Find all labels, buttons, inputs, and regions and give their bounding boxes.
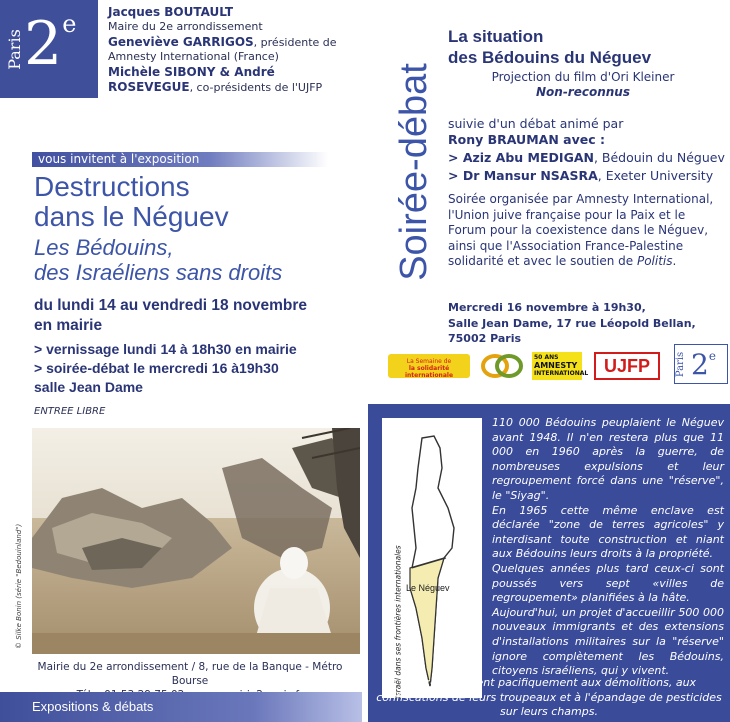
event-date-place: Mercredi 16 novembre à 19h30, Salle Jean Dame, 17 rue Léopold Bellan, 75002 Paris [448,301,696,345]
host-role: , co-présidents de l'UJFP [189,81,323,95]
vertical-title: Soirée-débat [393,63,435,281]
free-entry-label: ENTREE LIBRE [34,406,106,417]
history-paragraph: 110 000 Bédouins peuplaient le Néguev avant 1948. Il n'en restera plus que 11 000 en 1960 après la guerre, de nombreuses expulsions et leur regroupement forcé dans une "réserve", le "Siyag". [492,416,724,502]
amnesty-logo: 50 ANS AMNESTY INTERNATIONAL [532,352,582,380]
logo-city: Paris [4,28,24,70]
debate-title: La situation des Bédouins du Néguev [448,27,652,67]
moderator: Rony BRAUMAN avec : [448,132,605,147]
photo-credit: © Silke Bonin (série "Bedouinland") [15,523,23,649]
left-panel [0,0,362,722]
solidarity-week-logo: La Semaine de la solidarité internationale [388,354,470,378]
map-caption: Israël dans ses frontières internationales [393,545,403,699]
exhibition-title: Destructions dans le Néguev [34,171,229,232]
photo-illustration [32,428,360,654]
exhibition-dates: du lundi 14 au vendredi 18 novembre en mairie [34,297,308,334]
paris-2e-logo [0,0,98,98]
history-paragraph: En 1965 cette même enclave est déclarée "zone de terres agricoles" y interdisant toute construction et niant aux Bédouins leurs droits à la propriété. [492,503,724,561]
schedule-list [34,340,297,397]
bedouin-photo [32,428,360,654]
paris-2e-small-logo: Paris 2e [674,344,728,384]
right-bottom-panel [368,404,730,722]
film-title: Non-reconnus [536,85,630,99]
schedule-item: salle Jean Dame [34,379,143,395]
schedule-item: > soirée-débat le mercredi 16 à19h30 [34,360,279,376]
right-top-panel [368,0,730,398]
speaker-item: > Dr Mansur NSASRA, Exeter University [448,168,714,183]
speaker-item: > Aziz Abu MEDIGAN, Bédouin du Néguev [448,150,725,165]
host-list [108,5,358,95]
host-name: Michèle SIBONY & André ROSEVEGUE [108,64,275,95]
schedule-item: > vernissage lundi 14 à 18h30 en mairie [34,341,297,357]
host-role: Maire du 2e arrondissement [108,20,263,34]
history-text [492,416,724,679]
invite-banner: vous invitent à l'exposition [32,152,328,167]
history-paragraph: Quelques années plus tard ceux-ci sont poussés vers sept «villes de regroupement» planifiées à la hâte. [492,561,724,605]
debate-intro: suivie d'un débat animé par Rony BRAUMAN avec : [448,116,624,147]
logo-number: 2e [24,9,77,79]
ujfp-logo: UJFP [594,352,660,380]
film-info: Projection du film d'Ori Kleiner Non-reconnus [448,70,718,100]
map-label: Le Néguev [406,583,450,593]
rings-logo-icon [480,352,524,380]
host-name: Geneviève GARRIGOS [108,34,254,49]
organisers-text: Soirée organisée par Amnesty International, l'Union juive française pour la Paix et le Forum pour la coexistence dans le Néguev, ainsi que l'Association France-Palestine solidarité et avec le soutien de Politis. [448,192,714,268]
exhibition-subtitle: Les Bédouins, des Israéliens sans droits [34,235,283,285]
footer-banner: Expositions & débats [0,692,362,722]
history-closing: Ceux-ci résistent pacifiquement aux démolitions, aux confiscations de leurs troupeaux et à l'épandage de pesticides sur leurs champs. [376,676,722,719]
town-hall-address: Mairie du 2e arrondissement / 8, rue de la Banque - Métro Bourse [20,660,360,702]
israel-map [382,418,482,698]
history-paragraph: Aujourd'hui, un projet d'accueillir 500 000 nouveaux immigrants et des extensions d'installations militaires sur la "réserve" ignore complètement les Bédouins, citoyens israéliens, qui y vivent. [492,605,724,678]
host-name: Jacques BOUTAULT [108,5,234,19]
partner-logos [388,344,728,384]
host-role: , présidente de Amnesty International (France) [108,35,337,64]
